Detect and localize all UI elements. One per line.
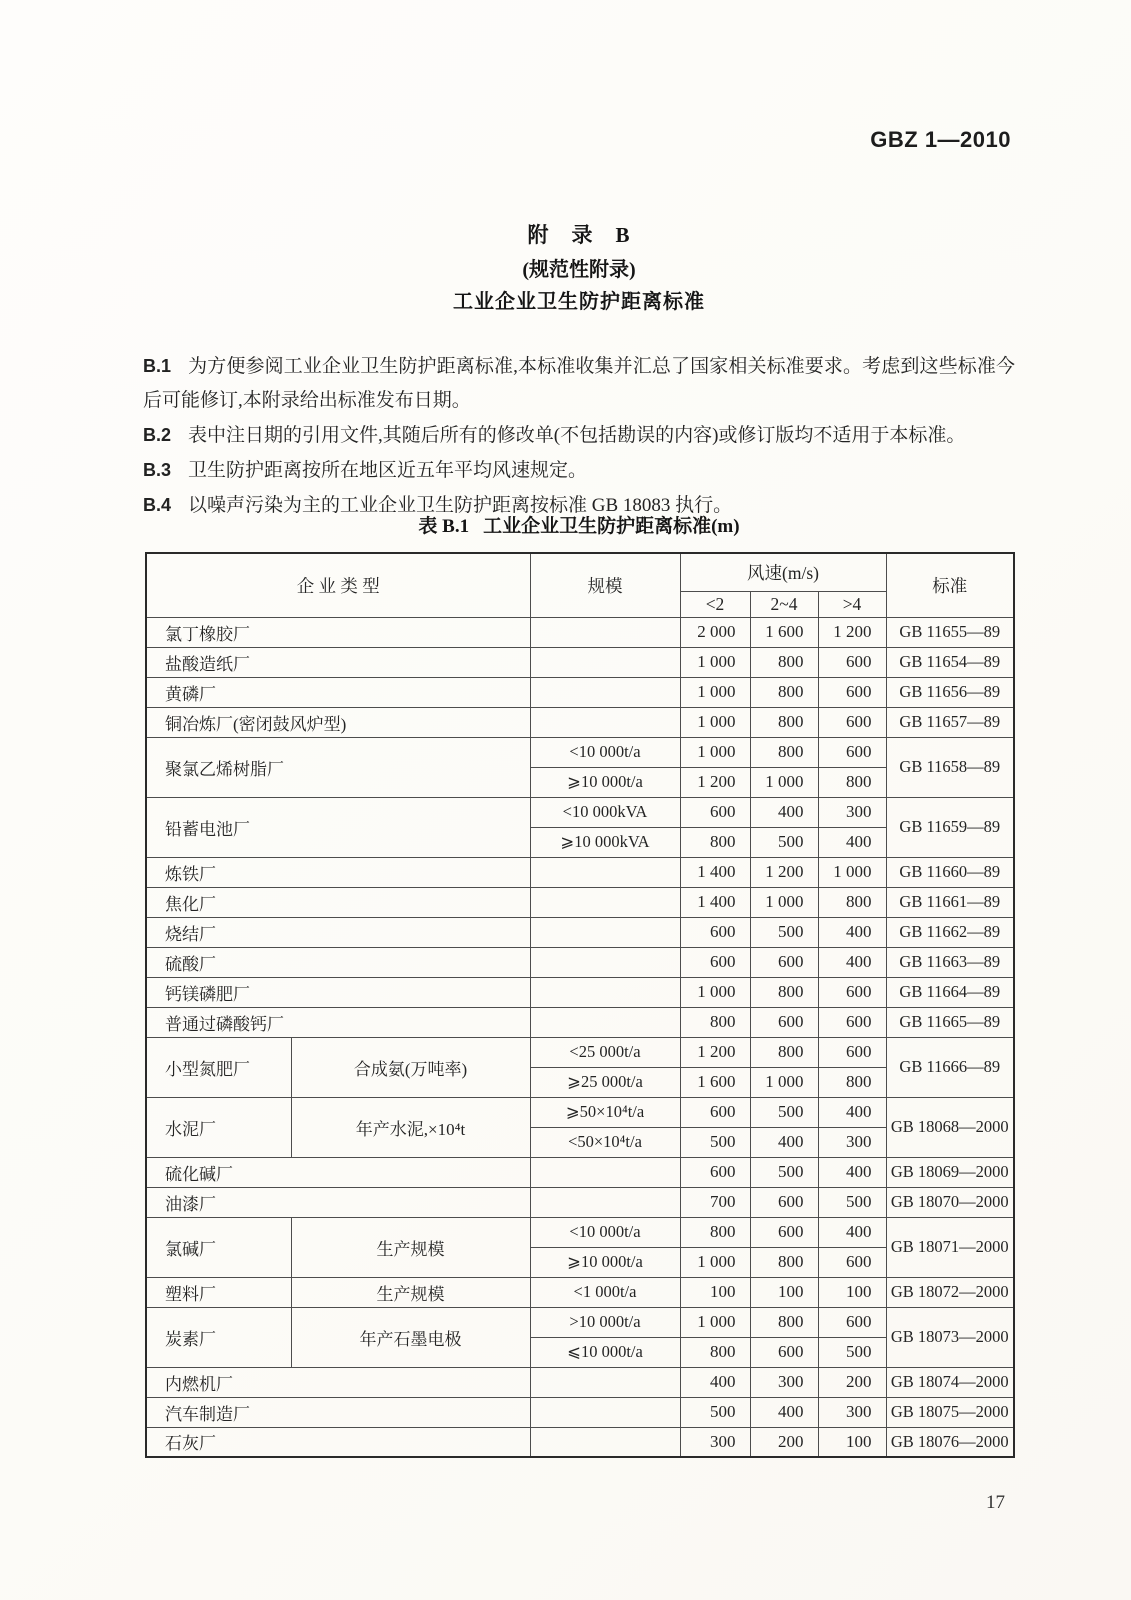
enterprise-cell: 焦化厂 [146, 887, 530, 917]
clause-b1 [143, 349, 1015, 418]
distance-cell: 600 [680, 917, 750, 947]
distance-cell: 800 [818, 887, 886, 917]
distance-cell: 500 [750, 1157, 818, 1187]
distance-cell: 600 [818, 977, 886, 1007]
page-number: 17 [986, 1492, 1005, 1513]
clause-text: 为方便参阅工业企业卫生防护距离标准,本标准收集并汇总了国家相关标准要求。考虑到这些标准今后可能修订,本附录给出标准发布日期。 [143, 356, 1015, 411]
standard-cell: GB 11664—89 [886, 977, 1014, 1007]
distance-cell: 1 200 [818, 617, 886, 647]
distance-cell: 800 [680, 1007, 750, 1037]
table-row [146, 1097, 1014, 1127]
scale-cell: <10 000kVA [530, 797, 680, 827]
enterprise-subtype-cell: 合成氨(万吨率) [291, 1037, 530, 1097]
distance-cell: 400 [818, 827, 886, 857]
enterprise-subtype-cell: 年产水泥,×10⁴t [291, 1097, 530, 1157]
distance-cell: 500 [680, 1127, 750, 1157]
standard-cell: GB 18070—2000 [886, 1187, 1014, 1217]
distance-cell: 500 [750, 917, 818, 947]
distance-cell: 800 [750, 677, 818, 707]
distance-cell: 1 000 [680, 677, 750, 707]
table-row [146, 947, 1014, 977]
table-row [146, 917, 1014, 947]
clause-label: B.1 [143, 356, 172, 376]
distance-cell: 600 [680, 797, 750, 827]
distance-cell: 800 [750, 737, 818, 767]
distance-cell: 300 [680, 1427, 750, 1457]
enterprise-cell: 硫酸厂 [146, 947, 530, 977]
clause-b2 [143, 418, 1015, 453]
standard-cell: GB 18071—2000 [886, 1217, 1014, 1277]
scale-cell [530, 1157, 680, 1187]
table-row [146, 617, 1014, 647]
standard-cell: GB 11663—89 [886, 947, 1014, 977]
distance-cell: 1 000 [680, 707, 750, 737]
scale-cell: ⩾10 000t/a [530, 1247, 680, 1277]
enterprise-cell: 塑料厂 [146, 1277, 291, 1307]
distance-cell: 200 [818, 1367, 886, 1397]
distance-cell: 1 600 [750, 617, 818, 647]
enterprise-cell: 烧结厂 [146, 917, 530, 947]
distance-cell: 400 [680, 1367, 750, 1397]
distance-cell: 600 [680, 947, 750, 977]
scale-cell: ⩽10 000t/a [530, 1337, 680, 1367]
distance-cell: 600 [818, 1307, 886, 1337]
table-row [146, 1397, 1014, 1427]
distance-cell: 300 [818, 797, 886, 827]
distance-cell: 600 [818, 737, 886, 767]
standard-cell: GB 11665—89 [886, 1007, 1014, 1037]
distance-cell: 500 [750, 1097, 818, 1127]
distance-cell: 800 [818, 1067, 886, 1097]
scale-cell: <50×10⁴t/a [530, 1127, 680, 1157]
protection-distance-table [145, 552, 1015, 1458]
distance-cell: 100 [680, 1277, 750, 1307]
distance-cell: 100 [818, 1427, 886, 1457]
distance-cell: 1 200 [750, 857, 818, 887]
standard-cell: GB 18076—2000 [886, 1427, 1014, 1457]
enterprise-cell: 普通过磷酸钙厂 [146, 1007, 530, 1037]
distance-cell: 500 [680, 1397, 750, 1427]
scale-cell [530, 1007, 680, 1037]
distance-cell: 600 [680, 1097, 750, 1127]
scale-cell [530, 977, 680, 1007]
enterprise-cell: 内燃机厂 [146, 1367, 530, 1397]
distance-cell: 1 000 [680, 1247, 750, 1277]
distance-cell: 800 [750, 647, 818, 677]
table-row [146, 857, 1014, 887]
distance-cell: 500 [750, 827, 818, 857]
enterprise-cell: 硫化碱厂 [146, 1157, 530, 1187]
distance-cell: 600 [818, 677, 886, 707]
clause-text: 表中注日期的引用文件,其随后所有的修改单(不包括勘误的内容)或修订版均不适用于本标准。 [188, 425, 966, 446]
distance-cell: 200 [750, 1427, 818, 1457]
standard-cell: GB 11655—89 [886, 617, 1014, 647]
table-row [146, 1427, 1014, 1457]
standard-cell: GB 11657—89 [886, 707, 1014, 737]
distance-cell: 300 [818, 1127, 886, 1157]
standard-cell: GB 18069—2000 [886, 1157, 1014, 1187]
appendix-title: 附 录 B [527, 223, 631, 247]
enterprise-cell: 氯丁橡胶厂 [146, 617, 530, 647]
distance-cell: 600 [750, 947, 818, 977]
doc-code: GBZ 1—2010 [870, 127, 1011, 152]
standard-cell: GB 11656—89 [886, 677, 1014, 707]
standard-cell: GB 18072—2000 [886, 1277, 1014, 1307]
standard-cell: GB 18074—2000 [886, 1367, 1014, 1397]
clause-b3 [143, 453, 1015, 488]
distance-cell: 800 [818, 767, 886, 797]
distance-cell: 600 [818, 647, 886, 677]
distance-cell: 1 000 [680, 977, 750, 1007]
table-row [146, 1187, 1014, 1217]
distance-cell: 400 [818, 917, 886, 947]
table-row [146, 1007, 1014, 1037]
standard-cell: GB 11660—89 [886, 857, 1014, 887]
distance-cell: 100 [750, 1277, 818, 1307]
enterprise-cell: 黄磷厂 [146, 677, 530, 707]
table-row [146, 1157, 1014, 1187]
enterprise-cell: 聚氯乙烯树脂厂 [146, 737, 530, 797]
scale-cell [530, 857, 680, 887]
clause-text: 卫生防护距离按所在地区近五年平均风速规定。 [188, 460, 588, 481]
distance-cell: 100 [818, 1277, 886, 1307]
table-row [146, 1217, 1014, 1247]
distance-cell: 400 [818, 1097, 886, 1127]
scale-cell [530, 1367, 680, 1397]
table-row [146, 977, 1014, 1007]
table-row [146, 737, 1014, 767]
clause-label: B.3 [143, 460, 172, 480]
enterprise-cell: 油漆厂 [146, 1187, 530, 1217]
scale-cell [530, 617, 680, 647]
distance-cell: 1 200 [680, 767, 750, 797]
table-row [146, 1307, 1014, 1337]
standard-cell: GB 11666—89 [886, 1037, 1014, 1097]
scale-cell [530, 1427, 680, 1457]
distance-cell: 1 000 [680, 737, 750, 767]
scale-cell: <1 000t/a [530, 1277, 680, 1307]
appendix-header [145, 220, 1013, 316]
distance-cell: 400 [750, 1127, 818, 1157]
table-row [146, 797, 1014, 827]
scale-cell [530, 677, 680, 707]
distance-cell: 1 000 [818, 857, 886, 887]
table-row [146, 887, 1014, 917]
scale-cell [530, 917, 680, 947]
scale-cell [530, 1397, 680, 1427]
distance-cell: 600 [750, 1007, 818, 1037]
distance-cell: 700 [680, 1187, 750, 1217]
table-header-row [146, 553, 1014, 591]
table-row [146, 1277, 1014, 1307]
distance-cell: 1 000 [750, 767, 818, 797]
table-row [146, 677, 1014, 707]
distance-cell: 800 [750, 1037, 818, 1067]
distance-cell: 500 [818, 1187, 886, 1217]
header-wind-speed: 风速(m/s) [680, 553, 886, 591]
distance-cell: 400 [750, 1397, 818, 1427]
clause-text: 以噪声污染为主的工业企业卫生防护距离按标准 GB 18083 执行。 [188, 495, 733, 516]
distance-cell: 600 [818, 707, 886, 737]
distance-cell: 1 000 [680, 647, 750, 677]
standard-cell: GB 11658—89 [886, 737, 1014, 797]
table-row [146, 707, 1014, 737]
scale-cell [530, 1187, 680, 1217]
distance-cell: 800 [680, 1337, 750, 1367]
enterprise-cell: 汽车制造厂 [146, 1397, 530, 1427]
distance-cell: 600 [750, 1187, 818, 1217]
distance-cell: 1 000 [680, 1307, 750, 1337]
distance-cell: 800 [680, 1217, 750, 1247]
distance-cell: 800 [750, 1247, 818, 1277]
header-ws-gt4: >4 [818, 591, 886, 617]
table-row [146, 647, 1014, 677]
header-enterprise-type: 企 业 类 型 [146, 553, 530, 617]
header-standard: 标准 [886, 553, 1014, 617]
table-row [146, 1367, 1014, 1397]
distance-cell: 400 [750, 797, 818, 827]
distance-cell: 1 600 [680, 1067, 750, 1097]
distance-cell: 600 [818, 1037, 886, 1067]
distance-cell: 600 [680, 1157, 750, 1187]
header-scale: 规模 [530, 553, 680, 617]
enterprise-subtype-cell: 生产规模 [291, 1277, 530, 1307]
scale-cell [530, 707, 680, 737]
header-ws-lt2: <2 [680, 591, 750, 617]
enterprise-cell: 钙镁磷肥厂 [146, 977, 530, 1007]
scale-cell [530, 647, 680, 677]
standard-cell: GB 11659—89 [886, 797, 1014, 857]
distance-cell: 400 [818, 947, 886, 977]
appendix-heading: 工业企业卫生防护距离标准 [453, 291, 705, 313]
scale-cell: ⩾50×10⁴t/a [530, 1097, 680, 1127]
standard-cell: GB 18073—2000 [886, 1307, 1014, 1367]
distance-cell: 1 000 [750, 887, 818, 917]
enterprise-cell: 盐酸造纸厂 [146, 647, 530, 677]
scale-cell [530, 947, 680, 977]
standard-cell: GB 11661—89 [886, 887, 1014, 917]
table-caption-label: 表 B.1 [418, 516, 470, 537]
enterprise-cell: 氯碱厂 [146, 1217, 291, 1277]
enterprise-cell: 炼铁厂 [146, 857, 530, 887]
scale-cell: >10 000t/a [530, 1307, 680, 1337]
distance-cell: 600 [818, 1247, 886, 1277]
standard-cell: GB 11662—89 [886, 917, 1014, 947]
header-ws-2to4: 2~4 [750, 591, 818, 617]
enterprise-cell: 石灰厂 [146, 1427, 530, 1457]
distance-cell: 1 400 [680, 887, 750, 917]
scale-cell: ⩾10 000t/a [530, 767, 680, 797]
enterprise-subtype-cell: 年产石墨电极 [291, 1307, 530, 1367]
distance-cell: 800 [750, 707, 818, 737]
standard-cell: GB 18075—2000 [886, 1397, 1014, 1427]
distance-cell: 800 [680, 827, 750, 857]
distance-cell: 500 [818, 1337, 886, 1367]
clause-list [143, 349, 1015, 523]
scale-cell: ⩾10 000kVA [530, 827, 680, 857]
scale-cell: <10 000t/a [530, 737, 680, 767]
table-caption-title: 工业企业卫生防护距离标准(m) [483, 516, 740, 537]
distance-cell: 400 [818, 1157, 886, 1187]
enterprise-cell: 炭素厂 [146, 1307, 291, 1367]
appendix-subtitle: (规范性附录) [522, 259, 636, 281]
distance-cell: 2 000 [680, 617, 750, 647]
distance-cell: 800 [750, 1307, 818, 1337]
scale-cell: <10 000t/a [530, 1217, 680, 1247]
scale-cell: ⩾25 000t/a [530, 1067, 680, 1097]
enterprise-subtype-cell: 生产规模 [291, 1217, 530, 1277]
enterprise-cell: 铅蓄电池厂 [146, 797, 530, 857]
enterprise-cell: 小型氮肥厂 [146, 1037, 291, 1097]
clause-label: B.2 [143, 425, 172, 445]
clause-label: B.4 [143, 495, 172, 515]
scale-cell [530, 887, 680, 917]
standard-cell: GB 11654—89 [886, 647, 1014, 677]
distance-cell: 1 200 [680, 1037, 750, 1067]
distance-cell: 1 400 [680, 857, 750, 887]
enterprise-cell: 水泥厂 [146, 1097, 291, 1157]
enterprise-cell: 铜冶炼厂(密闭鼓风炉型) [146, 707, 530, 737]
table-caption [145, 511, 1013, 538]
distance-cell: 600 [818, 1007, 886, 1037]
scale-cell: <25 000t/a [530, 1037, 680, 1067]
distance-cell: 800 [750, 977, 818, 1007]
distance-cell: 600 [750, 1337, 818, 1367]
distance-cell: 300 [750, 1367, 818, 1397]
distance-cell: 400 [818, 1217, 886, 1247]
standard-cell: GB 18068—2000 [886, 1097, 1014, 1157]
distance-cell: 1 000 [750, 1067, 818, 1097]
table-row [146, 1037, 1014, 1067]
distance-cell: 600 [750, 1217, 818, 1247]
distance-cell: 300 [818, 1397, 886, 1427]
